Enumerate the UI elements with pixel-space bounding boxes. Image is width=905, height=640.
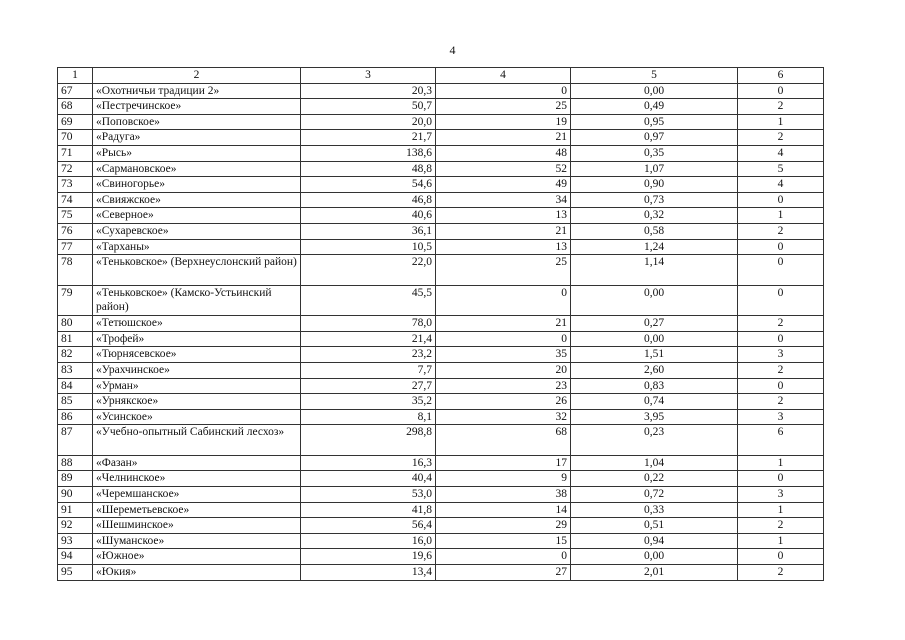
column-4-cell: 21 [436, 316, 571, 332]
table-row [58, 425, 824, 456]
table-row [58, 471, 824, 487]
column-3-cell: 21,4 [301, 331, 436, 347]
row-number-cell: 74 [58, 192, 93, 208]
name-cell: «Урнякское» [93, 394, 301, 410]
table-row [58, 518, 824, 534]
table-row [58, 486, 824, 502]
column-3-cell: 20,3 [301, 83, 436, 99]
column-3-cell: 78,0 [301, 316, 436, 332]
column-3-cell: 45,5 [301, 285, 436, 316]
column-6-cell: 5 [738, 161, 824, 177]
name-cell: «Урахчинское» [93, 362, 301, 378]
column-3-cell: 56,4 [301, 518, 436, 534]
row-number-cell: 70 [58, 130, 93, 146]
table-row [58, 239, 824, 255]
column-6-cell: 2 [738, 99, 824, 115]
column-5-cell: 0,27 [571, 316, 738, 332]
name-cell: «Урман» [93, 378, 301, 394]
column-5-cell: 0,23 [571, 425, 738, 456]
header-cell-5: 5 [571, 68, 738, 84]
column-6-cell: 1 [738, 114, 824, 130]
header-row [58, 68, 824, 84]
row-number-cell: 77 [58, 239, 93, 255]
name-cell: «Шешминское» [93, 518, 301, 534]
column-4-cell: 27 [436, 564, 571, 580]
table-body [58, 68, 824, 581]
name-cell: «Теньковское» (Камско-Устьинский район) [93, 285, 301, 316]
column-5-cell: 1,07 [571, 161, 738, 177]
row-number-cell: 95 [58, 564, 93, 580]
column-3-cell: 46,8 [301, 192, 436, 208]
column-4-cell: 23 [436, 378, 571, 394]
table-row [58, 533, 824, 549]
column-4-cell: 52 [436, 161, 571, 177]
row-number-cell: 78 [58, 255, 93, 286]
row-number-cell: 88 [58, 455, 93, 471]
column-5-cell: 0,35 [571, 145, 738, 161]
table-row [58, 114, 824, 130]
name-cell: «Шереметьевское» [93, 502, 301, 518]
row-number-cell: 67 [58, 83, 93, 99]
table-row [58, 455, 824, 471]
column-4-cell: 49 [436, 177, 571, 193]
column-6-cell: 4 [738, 145, 824, 161]
name-cell: «Тарханы» [93, 239, 301, 255]
name-cell: «Свиногорье» [93, 177, 301, 193]
column-5-cell: 0,00 [571, 285, 738, 316]
column-3-cell: 41,8 [301, 502, 436, 518]
row-number-cell: 92 [58, 518, 93, 534]
row-number-cell: 86 [58, 409, 93, 425]
column-3-cell: 36,1 [301, 223, 436, 239]
table-row [58, 409, 824, 425]
column-6-cell: 2 [738, 394, 824, 410]
column-6-cell: 2 [738, 223, 824, 239]
column-5-cell: 0,32 [571, 208, 738, 224]
column-4-cell: 17 [436, 455, 571, 471]
column-3-cell: 22,0 [301, 255, 436, 286]
row-number-cell: 68 [58, 99, 93, 115]
table-row [58, 502, 824, 518]
column-4-cell: 19 [436, 114, 571, 130]
column-4-cell: 29 [436, 518, 571, 534]
name-cell: «Юкия» [93, 564, 301, 580]
row-number-cell: 93 [58, 533, 93, 549]
name-cell: «Рысь» [93, 145, 301, 161]
column-4-cell: 25 [436, 255, 571, 286]
column-5-cell: 2,60 [571, 362, 738, 378]
column-6-cell: 0 [738, 192, 824, 208]
table-row [58, 564, 824, 580]
name-cell: «Шуманское» [93, 533, 301, 549]
column-3-cell: 23,2 [301, 347, 436, 363]
column-5-cell: 0,83 [571, 378, 738, 394]
name-cell: «Радуга» [93, 130, 301, 146]
column-4-cell: 48 [436, 145, 571, 161]
column-3-cell: 27,7 [301, 378, 436, 394]
row-number-cell: 73 [58, 177, 93, 193]
row-number-cell: 87 [58, 425, 93, 456]
row-number-cell: 83 [58, 362, 93, 378]
table-row [58, 99, 824, 115]
column-6-cell: 2 [738, 518, 824, 534]
name-cell: «Свияжское» [93, 192, 301, 208]
column-6-cell: 0 [738, 331, 824, 347]
column-5-cell: 1,24 [571, 239, 738, 255]
column-5-cell: 0,00 [571, 331, 738, 347]
column-6-cell: 0 [738, 239, 824, 255]
name-cell: «Тетюшское» [93, 316, 301, 332]
name-cell: «Поповское» [93, 114, 301, 130]
table-row [58, 347, 824, 363]
column-3-cell: 138,6 [301, 145, 436, 161]
row-number-cell: 80 [58, 316, 93, 332]
name-cell: «Трофей» [93, 331, 301, 347]
name-cell: «Учебно-опытный Сабинский лесхоз» [93, 425, 301, 456]
column-4-cell: 14 [436, 502, 571, 518]
column-3-cell: 13,4 [301, 564, 436, 580]
row-number-cell: 91 [58, 502, 93, 518]
name-cell: «Южное» [93, 549, 301, 565]
row-number-cell: 72 [58, 161, 93, 177]
column-5-cell: 0,49 [571, 99, 738, 115]
row-number-cell: 85 [58, 394, 93, 410]
column-3-cell: 19,6 [301, 549, 436, 565]
column-6-cell: 0 [738, 378, 824, 394]
header-cell-4: 4 [436, 68, 571, 84]
column-6-cell: 0 [738, 285, 824, 316]
column-5-cell: 0,51 [571, 518, 738, 534]
table-row [58, 130, 824, 146]
table-row [58, 177, 824, 193]
header-cell-3: 3 [301, 68, 436, 84]
column-6-cell: 1 [738, 208, 824, 224]
column-5-cell: 1,04 [571, 455, 738, 471]
column-6-cell: 1 [738, 533, 824, 549]
table-row [58, 223, 824, 239]
table-row [58, 255, 824, 286]
column-4-cell: 20 [436, 362, 571, 378]
column-5-cell: 2,01 [571, 564, 738, 580]
table-row [58, 331, 824, 347]
row-number-cell: 71 [58, 145, 93, 161]
column-6-cell: 6 [738, 425, 824, 456]
column-5-cell: 3,95 [571, 409, 738, 425]
column-6-cell: 4 [738, 177, 824, 193]
column-4-cell: 13 [436, 239, 571, 255]
name-cell: «Пестречинское» [93, 99, 301, 115]
header-cell-6: 6 [738, 68, 824, 84]
column-3-cell: 10,5 [301, 239, 436, 255]
table-row [58, 549, 824, 565]
column-5-cell: 1,14 [571, 255, 738, 286]
column-4-cell: 25 [436, 99, 571, 115]
column-6-cell: 3 [738, 486, 824, 502]
table-row [58, 362, 824, 378]
column-3-cell: 16,0 [301, 533, 436, 549]
column-5-cell: 0,72 [571, 486, 738, 502]
name-cell: «Тюрнясевское» [93, 347, 301, 363]
column-5-cell: 0,90 [571, 177, 738, 193]
column-3-cell: 21,7 [301, 130, 436, 146]
column-4-cell: 32 [436, 409, 571, 425]
row-number-cell: 82 [58, 347, 93, 363]
name-cell: «Усинское» [93, 409, 301, 425]
column-3-cell: 54,6 [301, 177, 436, 193]
page-number: 4 [449, 43, 456, 57]
table-row [58, 316, 824, 332]
column-6-cell: 3 [738, 347, 824, 363]
table-row [58, 394, 824, 410]
column-5-cell: 0,22 [571, 471, 738, 487]
column-3-cell: 20,0 [301, 114, 436, 130]
name-cell: «Черемшанское» [93, 486, 301, 502]
column-6-cell: 2 [738, 362, 824, 378]
table-row [58, 192, 824, 208]
row-number-cell: 79 [58, 285, 93, 316]
row-number-cell: 90 [58, 486, 93, 502]
column-5-cell: 0,74 [571, 394, 738, 410]
column-3-cell: 8,1 [301, 409, 436, 425]
column-6-cell: 2 [738, 564, 824, 580]
column-5-cell: 0,00 [571, 83, 738, 99]
column-4-cell: 15 [436, 533, 571, 549]
row-number-cell: 84 [58, 378, 93, 394]
name-cell: «Фазан» [93, 455, 301, 471]
column-6-cell: 0 [738, 255, 824, 286]
row-number-cell: 69 [58, 114, 93, 130]
table-row [58, 161, 824, 177]
column-4-cell: 9 [436, 471, 571, 487]
row-number-cell: 94 [58, 549, 93, 565]
column-3-cell: 35,2 [301, 394, 436, 410]
column-5-cell: 0,94 [571, 533, 738, 549]
row-number-cell: 76 [58, 223, 93, 239]
column-5-cell: 0,95 [571, 114, 738, 130]
header-cell-2: 2 [93, 68, 301, 84]
column-5-cell: 0,33 [571, 502, 738, 518]
column-6-cell: 0 [738, 549, 824, 565]
column-6-cell: 0 [738, 471, 824, 487]
column-4-cell: 21 [436, 223, 571, 239]
column-3-cell: 40,6 [301, 208, 436, 224]
column-3-cell: 16,3 [301, 455, 436, 471]
column-6-cell: 2 [738, 130, 824, 146]
name-cell: «Челнинское» [93, 471, 301, 487]
column-6-cell: 0 [738, 83, 824, 99]
name-cell: «Сухаревское» [93, 223, 301, 239]
column-5-cell: 0,58 [571, 223, 738, 239]
column-3-cell: 50,7 [301, 99, 436, 115]
column-6-cell: 1 [738, 455, 824, 471]
column-4-cell: 38 [436, 486, 571, 502]
column-4-cell: 0 [436, 83, 571, 99]
name-cell: «Охотничьи традиции 2» [93, 83, 301, 99]
column-5-cell: 0,97 [571, 130, 738, 146]
column-5-cell: 1,51 [571, 347, 738, 363]
column-4-cell: 21 [436, 130, 571, 146]
column-4-cell: 34 [436, 192, 571, 208]
column-4-cell: 26 [436, 394, 571, 410]
row-number-cell: 81 [58, 331, 93, 347]
column-6-cell: 3 [738, 409, 824, 425]
hunting-grounds-table [57, 67, 824, 581]
column-6-cell: 1 [738, 502, 824, 518]
table-row [58, 83, 824, 99]
name-cell: «Северное» [93, 208, 301, 224]
column-4-cell: 0 [436, 549, 571, 565]
table-row [58, 378, 824, 394]
column-3-cell: 7,7 [301, 362, 436, 378]
column-4-cell: 35 [436, 347, 571, 363]
column-5-cell: 0,00 [571, 549, 738, 565]
table-row [58, 208, 824, 224]
column-4-cell: 13 [436, 208, 571, 224]
column-6-cell: 2 [738, 316, 824, 332]
table-row [58, 285, 824, 316]
column-3-cell: 40,4 [301, 471, 436, 487]
column-3-cell: 48,8 [301, 161, 436, 177]
row-number-cell: 75 [58, 208, 93, 224]
column-4-cell: 0 [436, 331, 571, 347]
row-number-cell: 89 [58, 471, 93, 487]
column-5-cell: 0,73 [571, 192, 738, 208]
column-4-cell: 0 [436, 285, 571, 316]
name-cell: «Сармановское» [93, 161, 301, 177]
column-3-cell: 298,8 [301, 425, 436, 456]
column-3-cell: 53,0 [301, 486, 436, 502]
column-4-cell: 68 [436, 425, 571, 456]
table-row [58, 145, 824, 161]
header-cell-1: 1 [58, 68, 93, 84]
name-cell: «Теньковское» (Верхнеуслонский район) [93, 255, 301, 286]
